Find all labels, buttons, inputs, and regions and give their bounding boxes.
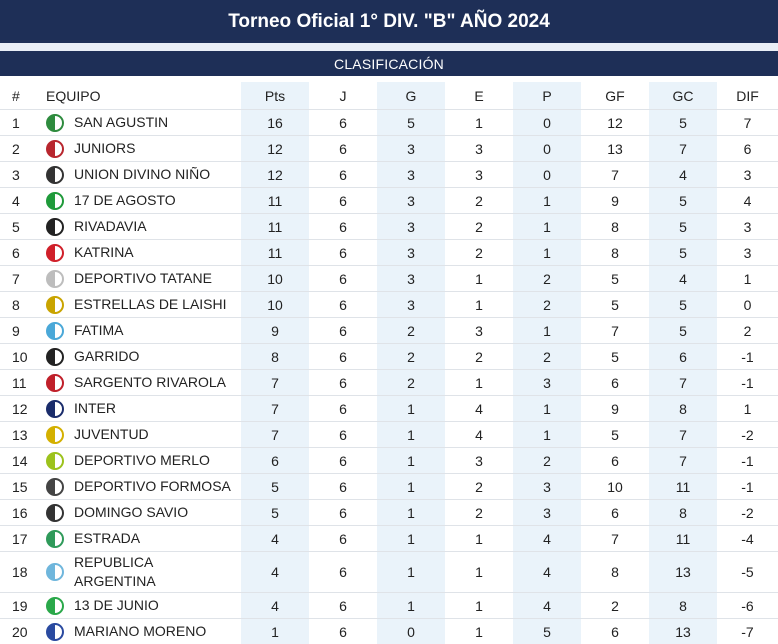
goals-against-cell: 4 (649, 266, 717, 292)
estrada-crest-icon (46, 530, 64, 548)
won-cell: 1 (377, 448, 445, 474)
goals-against-cell: 7 (649, 370, 717, 396)
points-cell: 5 (241, 474, 309, 500)
team-cell (42, 110, 241, 136)
goals-against-cell: 11 (649, 526, 717, 552)
lost-cell: 1 (513, 318, 581, 344)
goals-against-cell: 5 (649, 292, 717, 318)
goals-for-cell: 13 (581, 136, 649, 162)
col-header-lost: P (513, 82, 581, 110)
goals-for-cell: 6 (581, 448, 649, 474)
points-cell: 1 (241, 619, 309, 644)
played-cell: 6 (309, 474, 377, 500)
drawn-cell: 1 (445, 593, 513, 619)
lost-cell: 1 (513, 422, 581, 448)
lost-cell: 4 (513, 526, 581, 552)
lost-cell: 0 (513, 162, 581, 188)
team-name: REPUBLICA ARGENTINA (74, 553, 184, 591)
table-row (0, 619, 778, 644)
goals-for-cell: 6 (581, 370, 649, 396)
points-cell: 10 (241, 292, 309, 318)
goals-for-cell: 5 (581, 422, 649, 448)
col-header-position: # (0, 82, 42, 110)
goals-against-cell: 11 (649, 474, 717, 500)
position-cell: 12 (0, 396, 42, 422)
points-cell: 11 (241, 240, 309, 266)
won-cell: 2 (377, 344, 445, 370)
played-cell: 6 (309, 370, 377, 396)
lost-cell: 4 (513, 552, 581, 593)
goal-difference-cell: 3 (717, 162, 778, 188)
drawn-cell: 2 (445, 240, 513, 266)
team-name: 17 DE AGOSTO (74, 191, 176, 210)
deportivo-formosa-crest-icon (46, 478, 64, 496)
goals-against-cell: 5 (649, 214, 717, 240)
drawn-cell: 1 (445, 526, 513, 552)
team-cell (42, 422, 241, 448)
table-row (0, 318, 778, 344)
juventud-crest-icon (46, 426, 64, 444)
table-row (0, 500, 778, 526)
team-cell (42, 162, 241, 188)
team-name: UNION DIVINO NIÑO (74, 165, 210, 184)
played-cell: 6 (309, 188, 377, 214)
goal-difference-cell: -7 (717, 619, 778, 644)
position-cell: 10 (0, 344, 42, 370)
won-cell: 3 (377, 266, 445, 292)
team-name: JUNIORS (74, 139, 135, 158)
lost-cell: 2 (513, 448, 581, 474)
points-cell: 11 (241, 214, 309, 240)
played-cell: 6 (309, 266, 377, 292)
team-name: MARIANO MORENO (74, 622, 206, 641)
position-cell: 14 (0, 448, 42, 474)
position-cell: 17 (0, 526, 42, 552)
position-cell: 2 (0, 136, 42, 162)
team-name: DEPORTIVO FORMOSA (74, 477, 231, 496)
won-cell: 0 (377, 619, 445, 644)
team-name: GARRIDO (74, 347, 139, 366)
lost-cell: 1 (513, 214, 581, 240)
points-cell: 4 (241, 593, 309, 619)
position-cell: 8 (0, 292, 42, 318)
team-cell (42, 240, 241, 266)
domingo-savio-crest-icon (46, 504, 64, 522)
played-cell: 6 (309, 292, 377, 318)
drawn-cell: 3 (445, 318, 513, 344)
played-cell: 6 (309, 500, 377, 526)
points-cell: 7 (241, 396, 309, 422)
estrellas-de-laishi-crest-icon (46, 296, 64, 314)
played-cell: 6 (309, 593, 377, 619)
goal-difference-cell: 1 (717, 266, 778, 292)
drawn-cell: 2 (445, 188, 513, 214)
position-cell: 16 (0, 500, 42, 526)
team-name: DEPORTIVO MERLO (74, 451, 210, 470)
goals-against-cell: 13 (649, 552, 717, 593)
won-cell: 1 (377, 593, 445, 619)
won-cell: 1 (377, 500, 445, 526)
lost-cell: 2 (513, 266, 581, 292)
lost-cell: 0 (513, 110, 581, 136)
lost-cell: 1 (513, 188, 581, 214)
team-name: 13 DE JUNIO (74, 596, 159, 615)
team-name: JUVENTUD (74, 425, 149, 444)
played-cell: 6 (309, 396, 377, 422)
points-cell: 9 (241, 318, 309, 344)
goal-difference-cell: 2 (717, 318, 778, 344)
table-row (0, 370, 778, 396)
lost-cell: 2 (513, 344, 581, 370)
points-cell: 8 (241, 344, 309, 370)
played-cell: 6 (309, 318, 377, 344)
goals-against-cell: 5 (649, 240, 717, 266)
played-cell: 6 (309, 214, 377, 240)
lost-cell: 1 (513, 396, 581, 422)
title-separator (0, 43, 778, 51)
goals-against-cell: 13 (649, 619, 717, 644)
won-cell: 3 (377, 240, 445, 266)
position-cell: 5 (0, 214, 42, 240)
lost-cell: 2 (513, 292, 581, 318)
table-row (0, 422, 778, 448)
team-name: SAN AGUSTIN (74, 113, 168, 132)
goal-difference-cell: 7 (717, 110, 778, 136)
goals-against-cell: 6 (649, 344, 717, 370)
col-header-points: Pts (241, 82, 309, 110)
title-text: Torneo Oficial 1° DIV. "B" AÑO 2024 (228, 11, 550, 33)
points-cell: 4 (241, 552, 309, 593)
col-header-drawn: E (445, 82, 513, 110)
won-cell: 1 (377, 474, 445, 500)
played-cell: 6 (309, 136, 377, 162)
goal-difference-cell: -1 (717, 448, 778, 474)
drawn-cell: 2 (445, 474, 513, 500)
position-cell: 11 (0, 370, 42, 396)
goals-for-cell: 12 (581, 110, 649, 136)
team-name: DEPORTIVO TATANE (74, 269, 212, 288)
position-cell: 19 (0, 593, 42, 619)
lost-cell: 4 (513, 593, 581, 619)
lost-cell: 3 (513, 500, 581, 526)
points-cell: 12 (241, 136, 309, 162)
team-cell (42, 344, 241, 370)
team-cell (42, 619, 241, 644)
col-header-goal-difference: DIF (717, 82, 778, 110)
goal-difference-cell: 3 (717, 240, 778, 266)
goals-for-cell: 5 (581, 344, 649, 370)
sargento-rivarola-crest-icon (46, 374, 64, 392)
goals-for-cell: 8 (581, 552, 649, 593)
table-header-row (0, 82, 778, 110)
drawn-cell: 2 (445, 344, 513, 370)
drawn-cell: 1 (445, 110, 513, 136)
drawn-cell: 3 (445, 136, 513, 162)
goals-for-cell: 5 (581, 266, 649, 292)
lost-cell: 5 (513, 619, 581, 644)
col-header-played: J (309, 82, 377, 110)
goal-difference-cell: -5 (717, 552, 778, 593)
table-row (0, 136, 778, 162)
goal-difference-cell: -1 (717, 344, 778, 370)
points-cell: 6 (241, 448, 309, 474)
goal-difference-cell: 1 (717, 396, 778, 422)
position-cell: 15 (0, 474, 42, 500)
won-cell: 3 (377, 188, 445, 214)
deportivo-tatane-crest-icon (46, 270, 64, 288)
drawn-cell: 4 (445, 396, 513, 422)
goal-difference-cell: 0 (717, 292, 778, 318)
played-cell: 6 (309, 552, 377, 593)
drawn-cell: 1 (445, 552, 513, 593)
team-cell (42, 214, 241, 240)
won-cell: 2 (377, 318, 445, 344)
col-header-team: EQUIPO (42, 82, 241, 110)
rivadavia-crest-icon (46, 218, 64, 236)
drawn-cell: 1 (445, 619, 513, 644)
points-cell: 7 (241, 422, 309, 448)
lost-cell: 3 (513, 474, 581, 500)
team-name: RIVADAVIA (74, 217, 147, 236)
goals-against-cell: 8 (649, 500, 717, 526)
points-cell: 4 (241, 526, 309, 552)
goals-against-cell: 7 (649, 136, 717, 162)
played-cell: 6 (309, 448, 377, 474)
goals-for-cell: 8 (581, 214, 649, 240)
col-header-goals-for: GF (581, 82, 649, 110)
san-agustin-crest-icon (46, 114, 64, 132)
standings-table (0, 82, 778, 644)
union-divino-nino-crest-icon (46, 166, 64, 184)
team-cell (42, 318, 241, 344)
deportivo-merlo-crest-icon (46, 452, 64, 470)
table-row (0, 344, 778, 370)
won-cell: 3 (377, 136, 445, 162)
position-cell: 9 (0, 318, 42, 344)
team-cell (42, 526, 241, 552)
goal-difference-cell: -1 (717, 474, 778, 500)
points-cell: 11 (241, 188, 309, 214)
juniors-crest-icon (46, 140, 64, 158)
goals-against-cell: 5 (649, 318, 717, 344)
won-cell: 1 (377, 422, 445, 448)
played-cell: 6 (309, 240, 377, 266)
goal-difference-cell: -1 (717, 370, 778, 396)
drawn-cell: 1 (445, 292, 513, 318)
goals-for-cell: 6 (581, 500, 649, 526)
points-cell: 10 (241, 266, 309, 292)
position-cell: 3 (0, 162, 42, 188)
goals-for-cell: 6 (581, 619, 649, 644)
team-name: ESTRADA (74, 529, 140, 548)
17-de-agosto-crest-icon (46, 192, 64, 210)
table-row (0, 526, 778, 552)
table-row (0, 266, 778, 292)
table-row (0, 292, 778, 318)
goals-for-cell: 7 (581, 318, 649, 344)
team-cell (42, 552, 241, 593)
goal-difference-cell: 4 (717, 188, 778, 214)
table-row (0, 162, 778, 188)
position-cell: 13 (0, 422, 42, 448)
points-cell: 7 (241, 370, 309, 396)
team-name: KATRINA (74, 243, 134, 262)
goals-against-cell: 8 (649, 396, 717, 422)
drawn-cell: 1 (445, 266, 513, 292)
republica-argentina-crest-icon (46, 563, 64, 581)
drawn-cell: 3 (445, 162, 513, 188)
won-cell: 3 (377, 292, 445, 318)
table-row (0, 396, 778, 422)
katrina-crest-icon (46, 244, 64, 262)
team-cell (42, 292, 241, 318)
lost-cell: 1 (513, 240, 581, 266)
team-cell (42, 188, 241, 214)
goal-difference-cell: 6 (717, 136, 778, 162)
table-row (0, 552, 778, 593)
table-row (0, 474, 778, 500)
won-cell: 1 (377, 526, 445, 552)
section-header (0, 51, 778, 76)
team-cell (42, 266, 241, 292)
points-cell: 16 (241, 110, 309, 136)
page-title (0, 0, 778, 43)
played-cell: 6 (309, 526, 377, 552)
goals-for-cell: 2 (581, 593, 649, 619)
goal-difference-cell: -4 (717, 526, 778, 552)
lost-cell: 0 (513, 136, 581, 162)
team-cell (42, 500, 241, 526)
drawn-cell: 1 (445, 370, 513, 396)
goal-difference-cell: -2 (717, 422, 778, 448)
won-cell: 3 (377, 214, 445, 240)
won-cell: 5 (377, 110, 445, 136)
inter-crest-icon (46, 400, 64, 418)
team-cell (42, 370, 241, 396)
position-cell: 6 (0, 240, 42, 266)
played-cell: 6 (309, 619, 377, 644)
won-cell: 1 (377, 396, 445, 422)
goals-for-cell: 9 (581, 188, 649, 214)
team-name: ESTRELLAS DE LAISHI (74, 295, 227, 314)
table-row (0, 188, 778, 214)
played-cell: 6 (309, 162, 377, 188)
table-row (0, 110, 778, 136)
team-cell (42, 396, 241, 422)
won-cell: 3 (377, 162, 445, 188)
team-cell (42, 448, 241, 474)
team-name: DOMINGO SAVIO (74, 503, 188, 522)
goals-for-cell: 10 (581, 474, 649, 500)
played-cell: 6 (309, 110, 377, 136)
drawn-cell: 3 (445, 448, 513, 474)
lost-cell: 3 (513, 370, 581, 396)
col-header-won: G (377, 82, 445, 110)
team-cell (42, 474, 241, 500)
team-name: FATIMA (74, 321, 124, 340)
goals-for-cell: 7 (581, 162, 649, 188)
drawn-cell: 2 (445, 214, 513, 240)
goals-against-cell: 5 (649, 110, 717, 136)
fatima-crest-icon (46, 322, 64, 340)
goal-difference-cell: -6 (717, 593, 778, 619)
points-cell: 5 (241, 500, 309, 526)
played-cell: 6 (309, 344, 377, 370)
won-cell: 2 (377, 370, 445, 396)
position-cell: 18 (0, 552, 42, 593)
goals-against-cell: 4 (649, 162, 717, 188)
goals-against-cell: 7 (649, 422, 717, 448)
goals-for-cell: 8 (581, 240, 649, 266)
team-name: SARGENTO RIVAROLA (74, 373, 226, 392)
col-header-goals-against: GC (649, 82, 717, 110)
goals-for-cell: 7 (581, 526, 649, 552)
points-cell: 12 (241, 162, 309, 188)
goals-for-cell: 5 (581, 292, 649, 318)
won-cell: 1 (377, 552, 445, 593)
goals-for-cell: 9 (581, 396, 649, 422)
position-cell: 20 (0, 619, 42, 644)
goals-against-cell: 7 (649, 448, 717, 474)
position-cell: 1 (0, 110, 42, 136)
played-cell: 6 (309, 422, 377, 448)
team-name: INTER (74, 399, 116, 418)
goals-against-cell: 8 (649, 593, 717, 619)
drawn-cell: 2 (445, 500, 513, 526)
table-row (0, 448, 778, 474)
mariano-moreno-crest-icon (46, 623, 64, 641)
position-cell: 7 (0, 266, 42, 292)
table-row (0, 593, 778, 619)
table-row (0, 214, 778, 240)
team-cell (42, 593, 241, 619)
goal-difference-cell: -2 (717, 500, 778, 526)
13-de-junio-crest-icon (46, 597, 64, 615)
table-row (0, 240, 778, 266)
goal-difference-cell: 3 (717, 214, 778, 240)
position-cell: 4 (0, 188, 42, 214)
goals-against-cell: 5 (649, 188, 717, 214)
garrido-crest-icon (46, 348, 64, 366)
drawn-cell: 4 (445, 422, 513, 448)
section-title: CLASIFICACIÓN (334, 56, 444, 72)
team-cell (42, 136, 241, 162)
